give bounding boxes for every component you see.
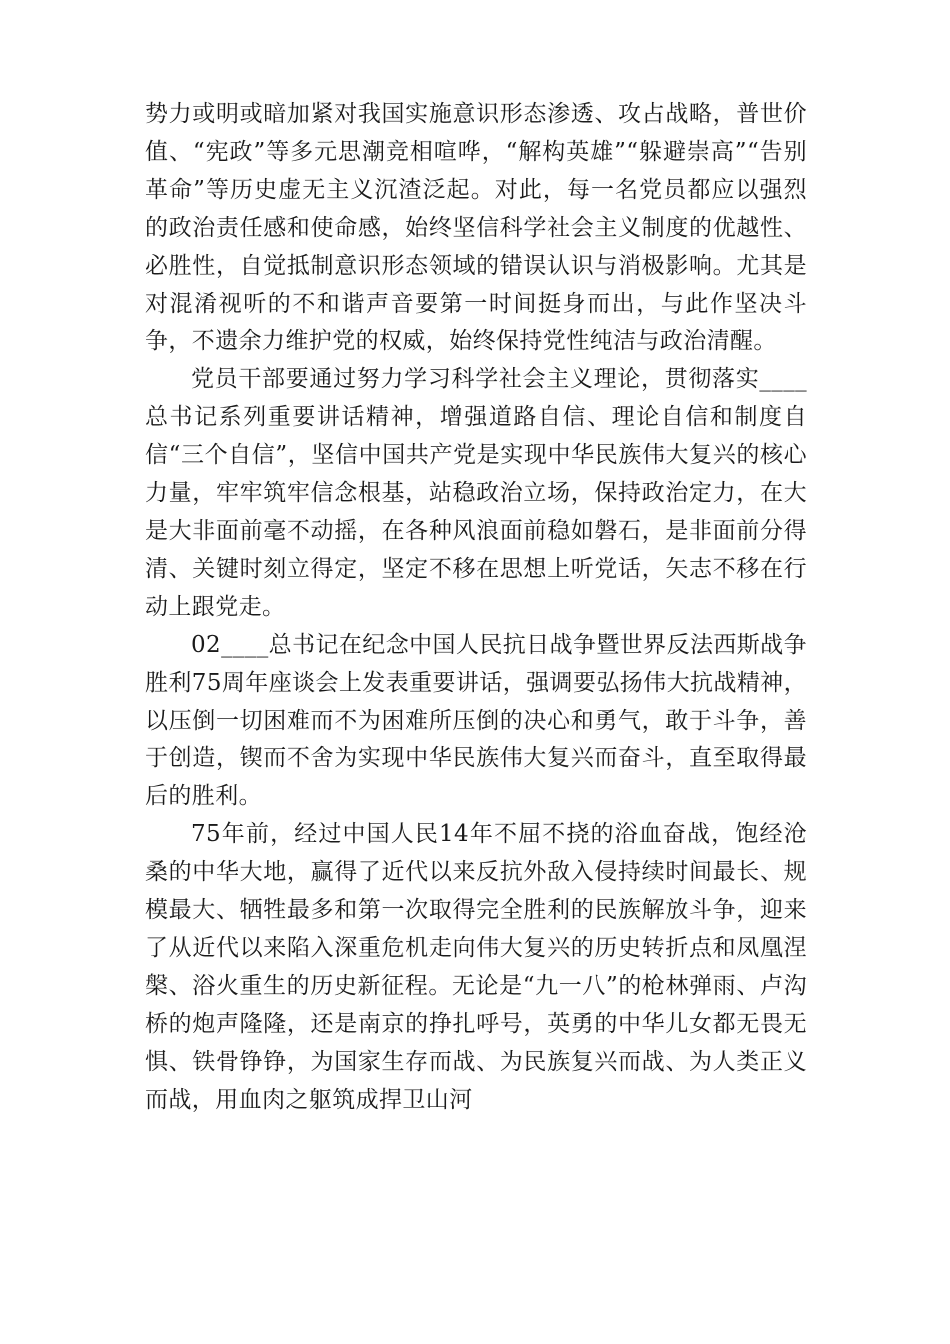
paragraph-2: 党员干部要通过努力学习科学社会主义理论，贯彻落实____总书记系列重要讲话精神，增强道路自信、理论自信和制度自信“三个自信”，坚信中国共产党是实现中华民族伟大复兴的核心力量，牢牢筑牢信念根基，站稳政治立场，保持政治定力，在大是大非面前毫不动摇，在各种风浪面前稳如磐石，是非面前分得清、关键时刻立得定，坚定不移在思想上听党话，矢志不移在行动上跟党走。 bbox=[145, 366, 807, 620]
paragraph-1: 势力或明或暗加紧对我国实施意识形态渗透、攻占战略，普世价值、“宪政”等多元思潮竞相喧哗，“解构英雄”“躲避崇高”“告别革命”等历史虚无主义沉渣泛起。对此，每一名党员都应以强烈的政治责任感和使命感，始终坚信科学社会主义制度的优越性、必胜性，自觉抵制意识形态领域的错误认识与消极影响。尤其是对混淆视听的不和谐声音要第一时间挺身而出，与此作坚决斗争，不遗余力维护党的权威，始终保持党性纯洁与政治清醒。 bbox=[145, 101, 807, 355]
paragraph-4: 75年前，经过中国人民14年不屈不挠的浴血奋战，饱经沧桑的中华大地，赢得了近代以来反抗外敌入侵持续时间最长、规模最大、牺牲最多和第一次取得完全胜利的民族解放斗争，迎来了从近代以来陷入深重危机走向伟大复兴的历史转折点和凤凰涅槃、浴火重生的历史新征程。无论是“九一八”的枪林弹雨、卢沟桥的炮声隆隆，还是南京的挣扎呼号，英勇的中华儿女都无畏无惧、铁骨铮铮，为国家生存而战、为民族复兴而战、为人类正义而战，用血肉之躯筑成捍卫山河 bbox=[145, 821, 807, 1113]
paragraph-3: 02____总书记在纪念中国人民抗日战争暨世界反法西斯战争胜利75周年座谈会上发表重要讲话，强调要弘扬伟大抗战精神，以压倒一切困难而不为困难所压倒的决心和勇气，敢于斗争，善于创造，锲而不舍为实现中华民族伟大复兴而奋斗，直至取得最后的胜利。 bbox=[145, 631, 807, 810]
document-body bbox=[145, 96, 807, 1119]
